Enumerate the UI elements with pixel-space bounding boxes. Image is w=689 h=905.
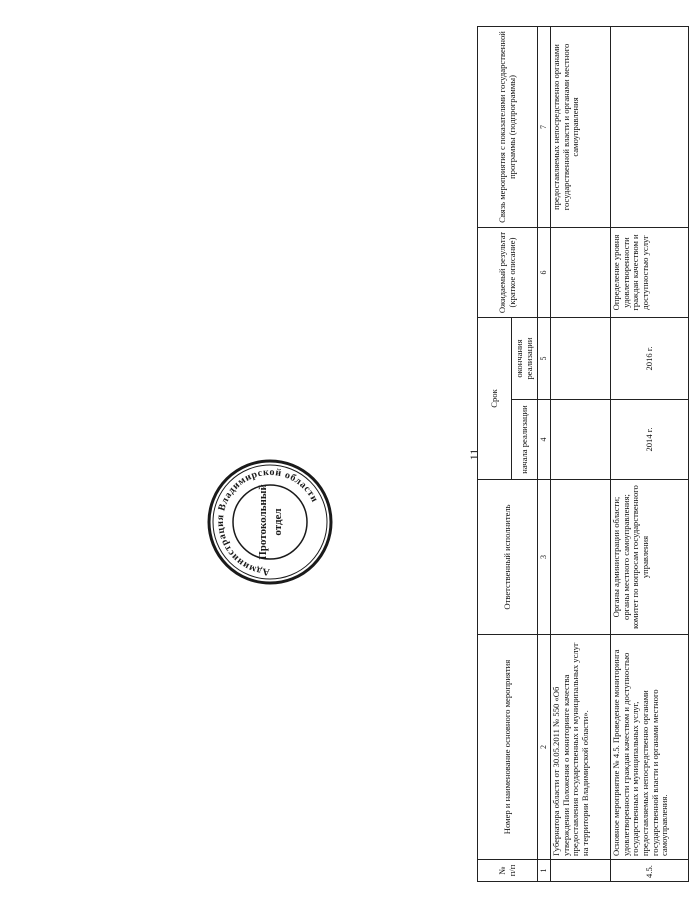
stamp-center-line2: отдел <box>272 508 284 536</box>
col-number: 7 <box>538 26 551 227</box>
page-number: 11 <box>467 448 481 461</box>
table-row <box>611 26 689 881</box>
row-result <box>551 227 611 317</box>
row-link: предоставляемых непосредственно органами государственной власти и органами местного самоуправления <box>551 26 611 227</box>
header-term: Срок <box>478 317 512 479</box>
header-start: начала реализации <box>512 400 538 480</box>
row-end: 2016 г. <box>611 317 689 399</box>
row-name: Основное мероприятие № 4.5. Проведение мониторинга удовлетворенности граждан качеством и доступностью государственных и муниципальных услуг, предоставляемых непосредственно органами государственной власти и органами местного самоуправления. <box>611 635 689 860</box>
header-end: окончания реализации <box>512 317 538 399</box>
header-name: Номер и наименование основного мероприятия <box>478 635 538 860</box>
header-result: Ожидаемый результат (краткое описание) <box>478 227 538 317</box>
header-link: Связь мероприятия с показателями государственной программы (подпрограммы) <box>478 26 538 227</box>
col-number: 6 <box>538 227 551 317</box>
header-num: № п/п <box>478 860 538 882</box>
col-number: 5 <box>538 317 551 399</box>
stamp-graphic <box>205 457 335 587</box>
col-number: 1 <box>538 860 551 882</box>
header-executor: Ответственный исполнитель <box>478 480 538 635</box>
official-stamp <box>205 457 335 587</box>
row-executor <box>551 480 611 635</box>
row-executor: Органы администрации области; органы местного самоуправления; комитет по вопросам государственного управления <box>611 480 689 635</box>
col-number: 2 <box>538 635 551 860</box>
row-result: Определение уровня удовлетворенности граждан качеством и доступностью услуг <box>611 227 689 317</box>
row-end <box>551 317 611 399</box>
row-link <box>611 26 689 227</box>
row-name: Губернатора области от 30.05.2011 № 550 «Об утверждении Положения о мониторинге качества предоставления государственных и муниципальных услуг на территории Владимирской области». <box>551 635 611 860</box>
stamp-center-line1: Протокольный <box>257 484 269 560</box>
row-start <box>551 400 611 480</box>
row-num: 4.5. <box>611 860 689 882</box>
measures-table <box>477 26 689 882</box>
column-numbers-row <box>538 26 551 881</box>
rotated-page <box>45 27 670 882</box>
stamp-ring-text: Администрация Владимирской области <box>214 466 321 578</box>
row-num <box>551 860 611 882</box>
row-start: 2014 г. <box>611 400 689 480</box>
col-number: 3 <box>538 480 551 635</box>
table-row <box>551 26 611 881</box>
col-number: 4 <box>538 400 551 480</box>
header-row <box>478 26 512 881</box>
